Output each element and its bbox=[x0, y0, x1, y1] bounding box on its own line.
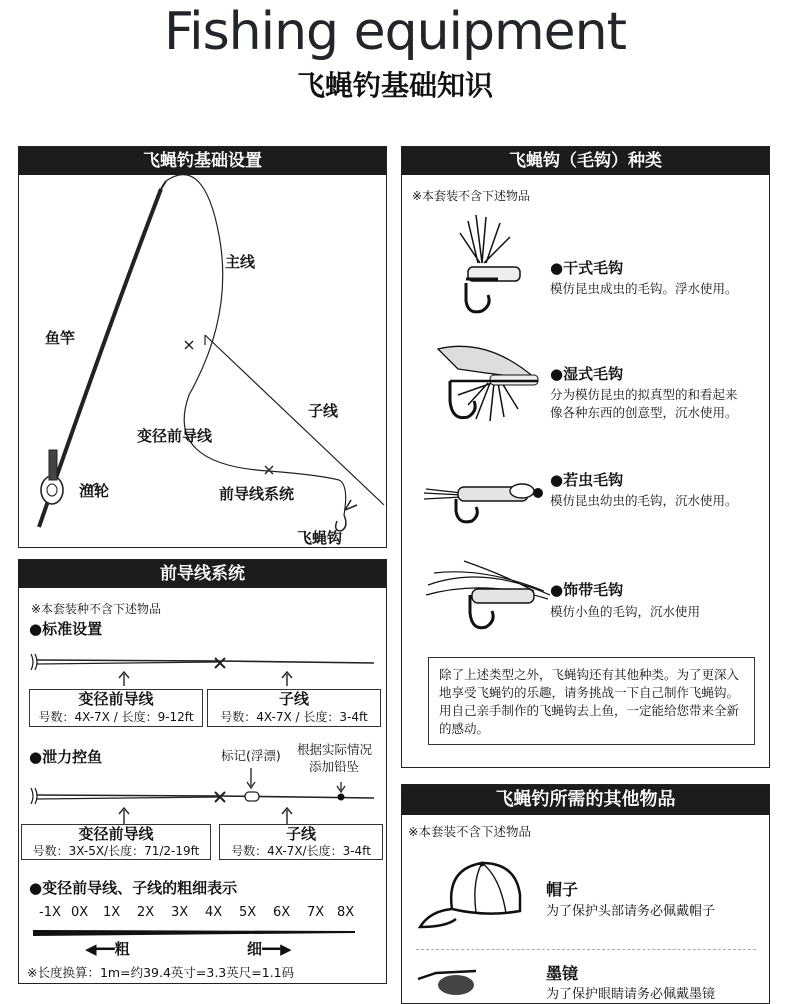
scale-label: 3X bbox=[171, 905, 189, 920]
fly-types-note: ※本套装不含下述物品 bbox=[412, 189, 531, 203]
label-main-line: 主线 bbox=[225, 253, 256, 271]
dry-fly-desc: 模仿昆虫成虫的毛钩。浮水使用。 bbox=[550, 281, 738, 296]
leader-note: ※本套装种不含下述物品 bbox=[31, 602, 162, 616]
thick-label: 粗 bbox=[114, 940, 130, 958]
streamer-fly-desc: 模仿小鱼的毛钩，沉水使用 bbox=[550, 604, 701, 619]
sunglasses-name: 墨镜 bbox=[546, 964, 579, 983]
drag-leader-title: 变径前导线 bbox=[78, 825, 154, 843]
drag-leader-spec: 号数：3X-5X/长度：71/2-19ft bbox=[32, 844, 200, 858]
thin-label: 细 bbox=[247, 940, 263, 958]
drag-line-diagram bbox=[19, 764, 386, 828]
cap-name: 帽子 bbox=[546, 880, 579, 899]
drag-tippet-spec: 号数：4X-7X/长度：3-4ft bbox=[231, 844, 371, 858]
standard-leader-title: 变径前导线 bbox=[78, 690, 154, 708]
other-items-note: ※本套装不含下述物品 bbox=[408, 824, 531, 839]
label-fly: 飞蝇钩 bbox=[297, 529, 343, 547]
fly-types-extra-note: 除了上述类型之外，飞蝇钩还有其他种类。为了更深入地享受飞蝇钓的乐趣，请务挑战一下自己制作飞蝇钩。用自己亲手制作的飞蝇钩去上鱼，一定能给您带来全新的感动。 bbox=[428, 657, 755, 745]
scale-label: 8X bbox=[337, 905, 355, 920]
nymph-fly-desc: 模仿昆虫幼虫的毛钩，沉水使用。 bbox=[550, 493, 738, 508]
standard-leader-box bbox=[29, 689, 203, 727]
rod-drawing bbox=[39, 175, 384, 527]
drag-tippet-box bbox=[219, 824, 383, 860]
fly-types-panel bbox=[401, 146, 770, 768]
thick-arrow bbox=[85, 938, 130, 959]
right-arrow-icon: ━━▶ bbox=[262, 940, 292, 958]
item-divider bbox=[416, 949, 756, 950]
page-title: Fishing equipment bbox=[164, 2, 626, 62]
thickness-scale bbox=[19, 905, 386, 925]
wet-fly-name: ●湿式毛钩 bbox=[550, 365, 624, 383]
cap-desc: 为了保护头部请务必佩戴帽子 bbox=[546, 904, 716, 919]
cap-icon bbox=[416, 857, 526, 939]
other-items-title: 飞蝇钓所需的其他物品 bbox=[402, 785, 769, 815]
dry-fly-icon bbox=[438, 211, 538, 321]
leader-panel bbox=[18, 559, 387, 984]
drag-tippet-title: 子线 bbox=[285, 825, 316, 843]
setup-diagram bbox=[19, 175, 386, 547]
label-reel: 渔轮 bbox=[79, 482, 110, 500]
scale-label: 1X bbox=[103, 905, 121, 920]
length-conversion: ※长度换算：1m=约39.4英寸=3.3英尺=1.1码 bbox=[27, 965, 295, 980]
standard-heading: ●标准设置 bbox=[29, 620, 103, 638]
drag-heading: ●泄力控鱼 bbox=[29, 748, 103, 766]
label-rod: 鱼竿 bbox=[45, 329, 76, 347]
dry-fly-name: ●干式毛钩 bbox=[550, 259, 624, 277]
streamer-fly-name: ●饰带毛钩 bbox=[550, 581, 624, 599]
setup-panel-title: 飞蝇钓基础设置 bbox=[19, 147, 386, 175]
setup-panel bbox=[18, 146, 387, 548]
sunglasses-desc: 为了保护眼睛请务必佩戴墨镜 bbox=[546, 987, 716, 1002]
wet-fly-icon bbox=[428, 339, 548, 439]
standard-tippet-spec: 号数：4X-7X / 长度：3-4ft bbox=[220, 710, 368, 724]
other-items-panel bbox=[401, 784, 770, 1004]
leader-panel-title: 前导线系统 bbox=[19, 560, 386, 588]
label-tapered-leader: 变径前导线 bbox=[137, 427, 213, 445]
standard-line-diagram bbox=[19, 648, 386, 688]
sunglasses-icon bbox=[416, 967, 506, 997]
marker-label: 标记(浮漂) bbox=[221, 748, 281, 763]
streamer-fly-icon bbox=[424, 555, 554, 635]
standard-tippet-box bbox=[207, 689, 381, 727]
weight-label-1: 根据实际情况 bbox=[297, 742, 373, 757]
scale-label: 4X bbox=[205, 905, 223, 920]
scale-label: 7X bbox=[307, 905, 325, 920]
wet-fly-desc-2: 像各种东西的创意型，沉水使用。 bbox=[550, 405, 738, 420]
fly-types-title: 飞蝇钩（毛钩）种类 bbox=[402, 147, 769, 175]
thickness-heading: ●变径前导线、子线的粗细表示 bbox=[29, 879, 238, 897]
scale-label: -1X bbox=[39, 905, 61, 920]
scale-label: 0X bbox=[71, 905, 89, 920]
left-arrow-icon: ◀━━ bbox=[85, 940, 115, 958]
weight-label-2: 添加铅坠 bbox=[309, 759, 360, 774]
scale-label: 6X bbox=[273, 905, 291, 920]
nymph-fly-name: ●若虫毛钩 bbox=[550, 471, 624, 489]
page-subtitle: 飞蝇钓基础知识 bbox=[296, 69, 493, 102]
wet-fly-desc-1: 分为模仿昆虫的拟真型的和看起来 bbox=[550, 387, 738, 402]
label-leader-system: 前导线系统 bbox=[219, 485, 295, 503]
drag-leader-box bbox=[21, 824, 211, 860]
standard-tippet-title: 子线 bbox=[278, 690, 309, 708]
scale-label: 2X bbox=[137, 905, 155, 920]
thin-arrow bbox=[247, 938, 292, 959]
standard-leader-spec: 号数：4X-7X / 长度：9-12ft bbox=[38, 710, 194, 724]
nymph-fly-icon bbox=[422, 469, 552, 539]
reel-drawing bbox=[41, 450, 63, 504]
thickness-bar bbox=[19, 924, 386, 942]
label-tippet: 子线 bbox=[308, 402, 339, 420]
scale-label: 5X bbox=[239, 905, 257, 920]
